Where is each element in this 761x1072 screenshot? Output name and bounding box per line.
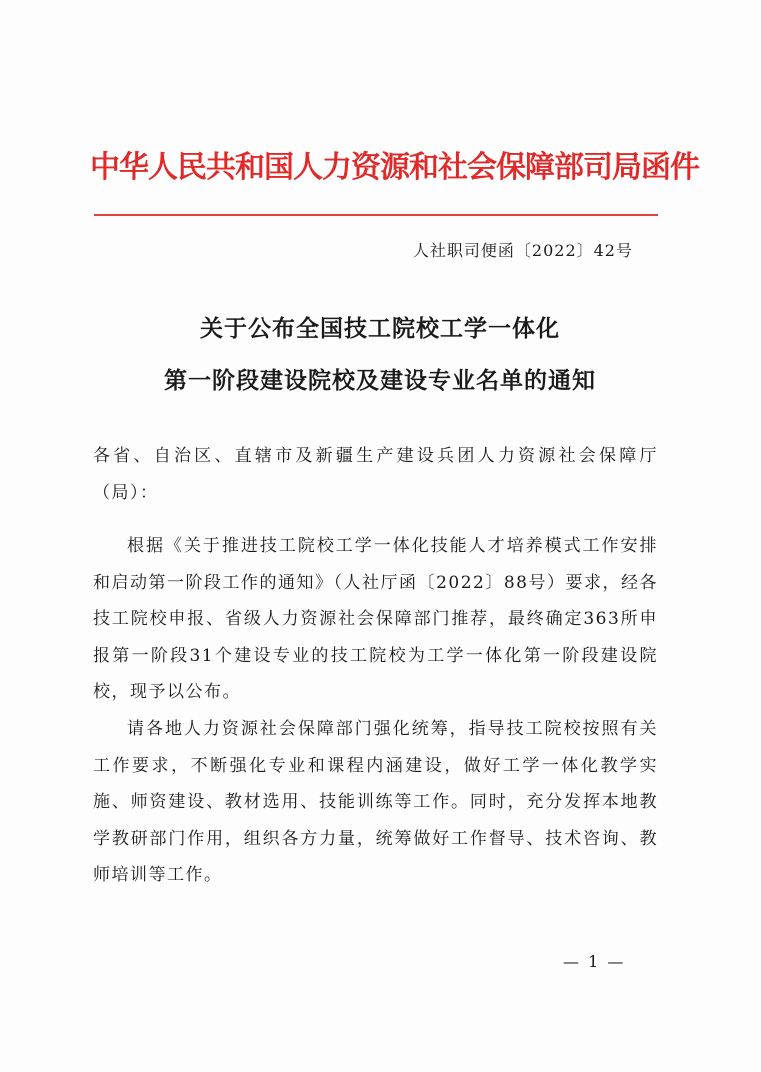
salutation: 各省、自治区、直辖市及新疆生产建设兵团人力资源社会保障厅（局）：	[93, 446, 658, 503]
red-divider-line	[94, 214, 658, 216]
body-paragraph-2: 请各地人力资源社会保障部门强化统筹，指导技工院校按照有关工作要求，不断强化专业和课程内涵建设，做好工学一体化教学实施、师资建设、教材选用、技能训练等工作。同时，充分发挥本地教学教研部门作用，组织各方力量，统筹做好工作督导、技术咨询、教师培训等工作。	[93, 719, 658, 886]
body-paragraph-1: 根据《关于推进技工院校工学一体化技能人才培养模式工作安排和启动第一阶段工作的通知》（人社厅函〔2022〕88号）要求，经各技工院校申报、省级人力资源社会保障部门推荐，最终确定363所申报第一阶段31个建设专业的技工院校为工学一体化第一阶段建设院校，现予以公布。	[93, 536, 658, 703]
notice-title-line-1: 关于公布全国技工院校工学一体化	[200, 316, 560, 342]
document-number: 人社职司便函〔2022〕42号	[412, 241, 633, 260]
page-number: — 1 —	[563, 952, 626, 971]
masthead: 中华人民共和国人力资源和社会保障部司局函件	[90, 150, 699, 185]
notice-title-line-2: 第一阶段建设院校及建设专业名单的通知	[164, 368, 596, 394]
